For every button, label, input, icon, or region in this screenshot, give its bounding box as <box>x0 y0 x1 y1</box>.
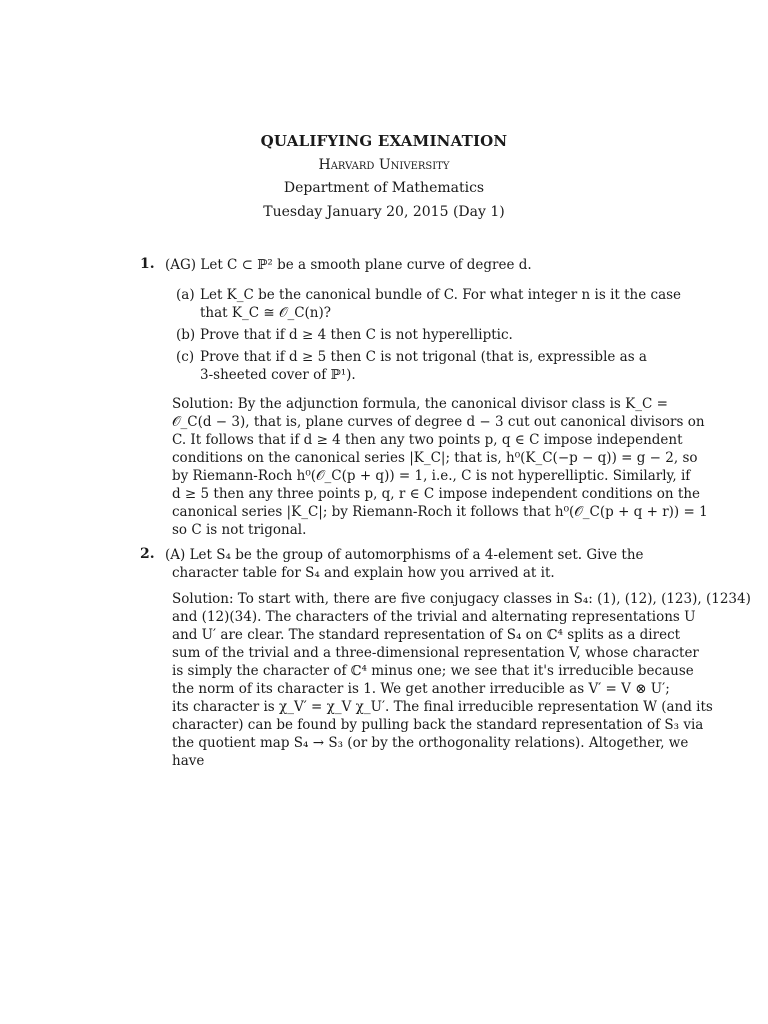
solution-2-line-3: and U′ are clear. The standard representation of S₄ on ℂ⁴ splits as a direct <box>172 627 681 643</box>
solution-2-line-9: the quotient map S₄ → S₃ (or by the orthogonality relations). Altogether, we <box>172 735 689 751</box>
department-name: Department of Mathematics <box>283 180 485 196</box>
part-b-label: (b) <box>176 327 196 343</box>
problem-2-statement-line-1: (A) Let S₄ be the group of automorphisms of a 4-element set. Give the <box>165 547 644 563</box>
solution-1-line-6: d ≥ 5 then any three points p, q, r ∈ C impose independent conditions on the <box>172 486 700 502</box>
solution-1-line-2: 𝒪_C(d − 3), that is, plane curves of degree d − 3 cut out canonical divisors on <box>172 414 705 430</box>
solution-1-line-7: canonical series |K_C|; by Riemann-Roch it follows that h⁰(𝒪_C(p + q + r)) = 1 <box>172 504 708 520</box>
problem-2-statement-line-2: character table for S₄ and explain how you arrived at it. <box>172 565 555 581</box>
solution-2-line-2: and (12)(34). The characters of the trivial and alternating representations U <box>172 609 696 625</box>
part-c-label: (c) <box>176 349 195 365</box>
exam-title: QUALIFYING EXAMINATION <box>260 132 508 150</box>
university-name: Harvard University <box>318 157 450 173</box>
part-b-line-1: Prove that if d ≥ 4 then C is not hyperelliptic. <box>200 327 513 343</box>
solution-1-line-8: so C is not trigonal. <box>172 522 307 538</box>
solution-2-line-1: Solution: To start with, there are five conjugacy classes in S₄: (1), (12), (123), (1234) <box>172 591 751 607</box>
solution-1-line-3: C. It follows that if d ≥ 4 then any two points p, q ∈ C impose independent <box>172 432 683 448</box>
part-a-line-2: that K_C ≅ 𝒪_C(n)? <box>200 305 331 321</box>
solution-2-line-5: is simply the character of ℂ⁴ minus one; we see that it's irreducible because <box>172 663 694 679</box>
solution-2-line-4: sum of the trivial and a three-dimensional representation V, whose character <box>172 645 699 661</box>
part-c-line-2: 3-sheeted cover of ℙ¹). <box>200 367 356 383</box>
part-c-line-1: Prove that if d ≥ 5 then C is not trigonal (that is, expressible as a <box>200 349 647 365</box>
solution-2-line-7: its character is χ_V′ = χ_V χ_U′. The final irreducible representation W (and its <box>172 699 713 715</box>
solution-1-line-1: Solution: By the adjunction formula, the canonical divisor class is K_C = <box>172 396 668 412</box>
solution-2-line-6: the norm of its character is 1. We get another irreducible as V′ = V ⊗ U′; <box>172 681 670 697</box>
part-a-label: (a) <box>176 287 195 303</box>
problem-1-statement: (AG) Let C ⊂ ℙ² be a smooth plane curve of degree d. <box>165 257 532 273</box>
problem-2-number: 2. <box>140 546 155 562</box>
solution-1-line-5: by Riemann-Roch h⁰(𝒪_C(p + q)) = 1, i.e., C is not hyperelliptic. Similarly, if <box>172 468 691 484</box>
solution-2-line-10: have <box>172 753 205 769</box>
solution-1-line-4: conditions on the canonical series |K_C|; that is, h⁰(K_C(−p − q)) = g − 2, so <box>172 450 698 466</box>
exam-date: Tuesday January 20, 2015 (Day 1) <box>263 204 505 220</box>
part-a-line-1: Let K_C be the canonical bundle of C. For what integer n is it the case <box>200 287 682 303</box>
problem-1-number: 1. <box>140 256 155 272</box>
solution-2-line-8: character) can be found by pulling back the standard representation of S₃ via <box>172 717 704 733</box>
